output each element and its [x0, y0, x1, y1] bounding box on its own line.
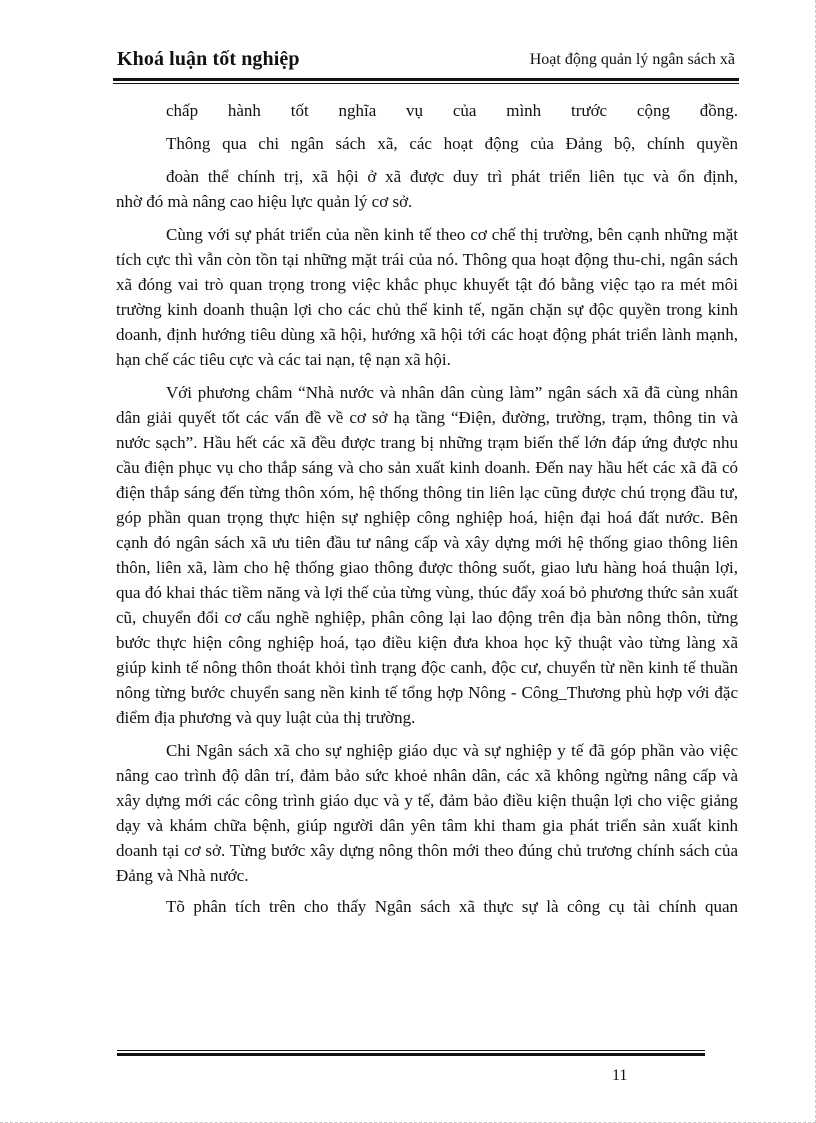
paragraph-2-line-2: đoàn thể chính trị, xã hội ở xã được duy trì phát triển liên tục và ổn định, — [166, 167, 738, 186]
header-rule-thin — [113, 83, 739, 84]
paragraph-1: chấp hành tốt nghĩa vụ của mình trước cộng đồng. — [166, 101, 738, 120]
footer-rule-thick — [117, 1053, 705, 1056]
paragraph-5: Chi Ngân sách xã cho sự nghiệp giáo dục và sự nghiệp y tế đã góp phần vào việc nâng cao trình độ dân trí, đảm bảo sức khoẻ nhân dân, các xã không ngừng nâng cấp và xây dựng mới các công trình giáo dục và y tế, đảm bảo điều kiện thuận lợi cho việc giảng dạy và khám chữa bệnh, giúp người dân yên tâm khi tham gia phát triển sản xuất kinh doanh tại cơ sở. Từng bước xây dựng nông thôn mới theo đúng chủ trương chính sách của Đảng và Nhà nước. — [116, 741, 738, 885]
header-thesis-title: Khoá luận tốt nghiệp — [117, 48, 300, 70]
paragraph-2-line-1: Thông qua chi ngân sách xã, các hoạt động của Đảng bộ, chính quyền — [166, 134, 738, 153]
paragraph-2-line-3: nhờ đó mà nâng cao hiệu lực quản lý cơ sở. — [116, 192, 413, 211]
paragraph-4: Với phương châm “Nhà nước và nhân dân cùng làm” ngân sách xã đã cùng nhân dân giải quyết tốt các vấn đề về cơ sở hạ tầng “Điện, đường, trường, trạm, thông tin và nước sạch”. Hầu hết các xã đều được trang bị những trạm biến thế lớn đáp ứng được nhu cầu điện phục vụ cho thắp sáng và cho sản xuất kinh doanh. Đến nay hầu hết các xã đã có điện thắp sáng đến từng thôn xóm, hệ thống thông tin liên lạc cũng được chú trọng đầu tư, góp phần quan trọng thực hiện sự nghiệp công nghiệp hoá, hiện đại hoá đất nước. Bên cạnh đó ngân sách xã ưu tiên đầu tư nâng cấp và xây dựng mới hệ thống giao thông liên thôn, liên xã, làm cho hệ thống giao thông được thông suốt, giao lưu hàng hoá thuận lợi, qua đó khai thác tiềm năng và lợi thế của từng vùng, thúc đẩy xoá bỏ phương thức sản xuất cũ, chuyển đổi cơ cấu nghề nghiệp, phân công lại lao động trên địa bàn nông thôn, từng bước thực hiện công nghiệp hoá, tạo điều kiện đưa khoa học kỹ thuật vào từng làng xã giúp kinh tế nông thôn thoát khỏi tình trạng độc canh, độc cư, chuyển từ nền kinh tế thuần nông từng bước chuyển sang nền kinh tế tổng hợp Nông - Công_Thương phù hợp với đặc điểm địa phương và quy luật của thị trường. — [116, 383, 738, 727]
header-rule-thick — [113, 78, 739, 81]
page-number: 11 — [612, 1067, 628, 1084]
footer-rule-thin — [117, 1050, 705, 1051]
page-header — [113, 44, 739, 76]
paragraph-3: Cùng với sự phát triển của nền kinh tế theo cơ chế thị trường, bên cạnh những mặt tích cực thì vẫn còn tồn tại những mặt trái của nó. Thông qua hoạt động thu-chi, ngân sách xã đóng vai trò quan trọng trong việc khắc phục khuyết tật đó bằng việc tạo ra mét môi trường kinh doanh thuận lợi cho các chủ thể kinh tế, ngăn chặn sự độc quyền trong kinh doanh, định hướng tiêu dùng xã hội, hướng xã hội tới các hoạt động phát triển lành mạnh, hạn chế các tiêu cực và các tai nạn, tệ nạn xã hội. — [116, 225, 738, 369]
body-text — [116, 98, 738, 919]
header-chapter-title: Hoạt động quản lý ngân sách xã — [529, 51, 735, 68]
paragraph-6: Tõ phân tích trên cho thấy Ngân sách xã thực sự là công cụ tài chính quan — [166, 897, 738, 916]
